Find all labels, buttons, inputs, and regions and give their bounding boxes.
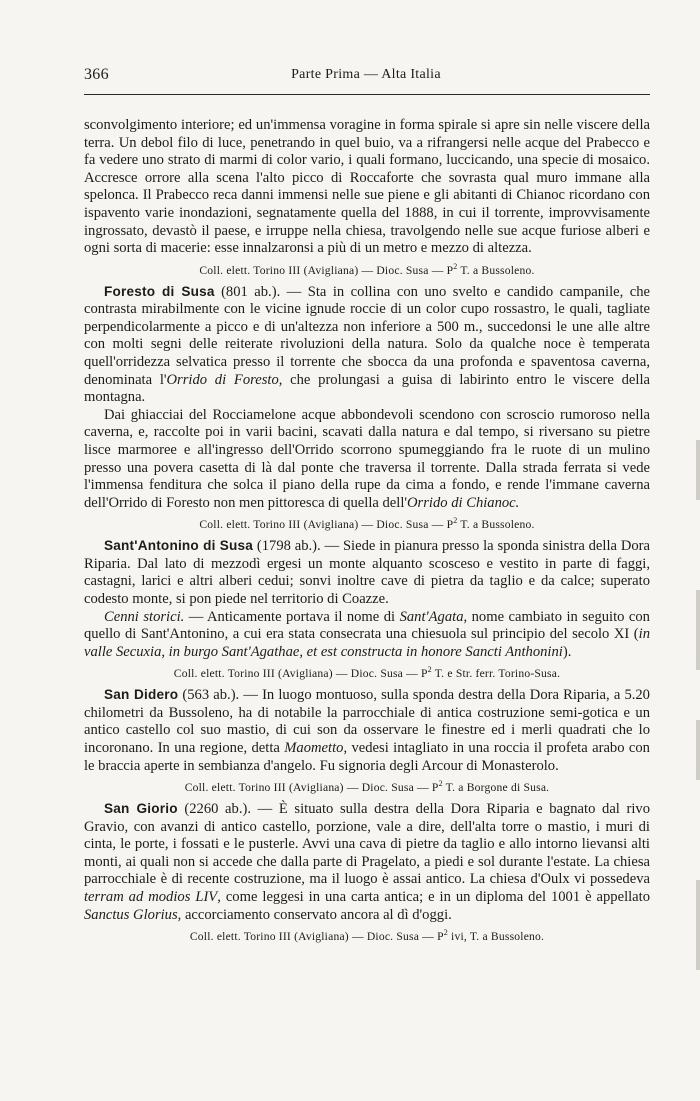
scan-edge-mark [696,440,700,500]
header-rule [84,94,650,95]
electoral-note: Coll. elett. Torino III (Avigliana) — Dioc. Susa — $P^2$ T. a Bussoleno. [199,516,535,532]
electoral-note: Coll. elett. Torino III (Avigliana) — Dioc. Susa — $P^2$ T. a Borgone di Susa. [184,779,550,795]
scan-edge-mark [696,720,700,780]
paragraph-foresto-2: Dai ghiacciai del Rocciamelone acque abbondevoli scendono con scroscio rumoroso nella caverna, e, raccolte poi in varii bacini, scavati dalla natura e dal tempo, si riversano su pietre lisce marmoree e all'ingresso dell'Orrido scorrono spumeggiando fra le ruote di un mulino presso una povera casetta di là dal ponte che traversa il torrente. Dalla strada ferrata si vede l'immensa fenditura che solca il piano della rupe da cima a fondo, e rende l'immane caverna dell'Orrido di Foresto non men pittoresca di quella dell'Orrido di Chianoc. [84,406,650,511]
page-body [84,117,650,949]
page-number: 366 [84,66,109,83]
electoral-note: Coll. elett. Torino III (Avigliana) — Dioc. Susa — $P^2$ T. e Str. ferr. Torino-Susa. [173,665,561,681]
paragraph-cenni-storici: Cenni storici. — Anticamente portava il nome di Sant'Agata, nome cambiato in seguito con quello di Sant'Antonino, a cui era stata consecrata una chiesuola sul principio del secolo XI (in valle Secuxia, in burgo Sant'Agathae, et est constructa in honore Sancti Anthonini). [84,608,650,660]
entry-san-giorio: San Giorio (2260 ab.). — È situato sulla destra della Dora Riparia e bagnato dal rivo Gravio, con avanzi di antico castello, porzione, vale a dire, dell'alta torre o mastio, i muri di cinta, le porte, i fossati e le pusterle. Avvi una cava di pietre da taglio e allo intorno lievansi alti monti, ai quali non si accede che dalla parte di Pragelato, a piedi e sol durante l'estate. La chiesa parrocchiale è di recente costruzione, ma il luogo è assai antico. La chiesa d'Oulx vi possedeva terram ad modios LIV, come leggesi in una carta antica; e in un diploma del 1001 è appellato Sanctus Glorius, accorciamento conservato ancora al dì d'oggi. [84,801,651,923]
entry-san-didero: San Didero (563 ab.). — In luogo montuoso, sulla sponda destra della Dora Riparia, a 5.20 chilometri da Bussoleno, ha di notabile la parrocchiale di antica costruzione semi-gotica e un antico castello col suo mastio, di cui son da osservare le finestre ed i merli quadrati che lo incoronano. In una regione, detta Maometto, vedesi intagliato in una roccia il profeta arabo con le braccia aperte in sembianza d'angelo. Fu signoria degli Arcour di Monasterolo. [84,687,650,774]
paragraph-chianoc-end: sconvolgimento interiore; ed un'immensa voragine in forma spirale si apre sin nelle viscere della terra. Un debol filo di luce, penetrando in quel buio, va a rifrangersi nelle acque del Prabecco e fa vedere uno strato di marmi di color vario, i quali formano, luccicando, una specie di mosaico. Accresce orrore alla scena l'alto picco di Roccaforte che sovrasta qual muro immane alla spelonca. Il Prabecco reca danni immensi nelle sue piene e gli abitanti di Chianoc ricordano con ispavento varie inondazioni, segnatamente quella del 1888, in cui il torrente, improvvisamente ingrossato, devastò il paese, e irruppe nella chiesa, travolgendo nelle sue acque furiose alberi e ogni sorta di macerie: esse innalzaronsi a più di un metro e mezzo di altezza. [84,117,650,257]
entry-title: Foresto di Susa [104,283,215,299]
running-title: Parte Prima — Alta Italia [291,67,441,82]
entry-foresto: Foresto di Susa (801 ab.). — Sta in collina con uno svelto e candido campanile, che contrasta mirabilmente con le vicine ignude roccie di un color cupo rossastro, le quali, tagliate perpendicolarmente a picco e di un'altezza non inferiore a 500 m., succedonsi le une alle altre con molti segni delle reiterate rivoluzioni della natura. Solo da qualche noce è temperata quell'orridezza selvatica presso il torrente che sbocca da una profonda e spaventosa caverna, denominata l'Orrido di Foresto, che prolungasi a guisa di labirinto entro le viscere della montagna. [84,283,650,406]
entry-title: Sant'Antonino di Susa [104,538,254,554]
entry-title: San Didero [104,687,179,703]
electoral-note: Coll. elett. Torino III (Avigliana) — Dioc. Susa — $P^2$ ivi, T. a Bussoleno. [189,928,545,944]
scan-edge-mark [696,590,700,670]
entry-sant-antonino: Sant'Antonino di Susa (1798 ab.). — Siede in pianura presso la sponda sinistra della Dora Riparia. Dal lato di mezzodì ergesi un monte alquanto scosceso e vestito in parte di faggi, castagni, larici e altri alberi cedui; sonvi inoltre cave di pietra da taglio e da calce; superato codesto monte, si pon piede nel territorio di Coazze. [84,538,650,607]
scan-edge-mark [696,880,700,970]
entry-title: San Giorio [104,801,178,817]
page-header [84,66,648,88]
electoral-note: Coll. elett. Torino III (Avigliana) — Dioc. Susa — $P^2$ T. a Bussoleno. [199,261,535,277]
